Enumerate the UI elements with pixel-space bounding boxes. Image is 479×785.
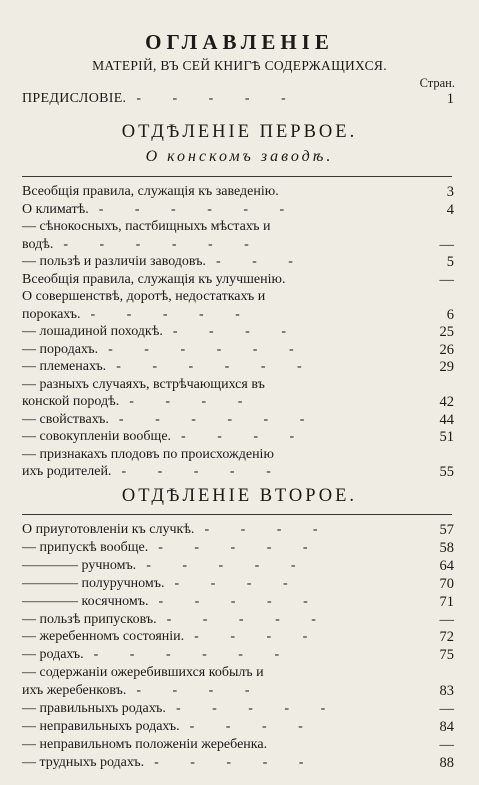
leader-dots: - - - - - — [158, 593, 322, 609]
leader-dots: - - - - — [172, 324, 300, 339]
toc-entry — [22, 753, 454, 773]
entry-text: О совершенствѣ, доротѣ, недостаткахъ и — [22, 289, 266, 304]
page-title: ОГЛАВЛЕНІЕ — [145, 30, 334, 54]
entry-text: — сѣнокосныхъ, пастбищныхъ мѣстахъ и — [22, 219, 271, 234]
leader-dots: - - - - — [189, 718, 317, 734]
leader-dots: - - - - - - — [98, 201, 299, 217]
entry-text: Всеобщія правила, служащія къ заведенію. — [22, 184, 279, 199]
entry-text: — совокупленіи вообще. — [22, 429, 172, 444]
entry-page: 4 — [446, 201, 454, 218]
entry-text: — лошадиной походкѣ. — [22, 324, 163, 339]
leader-dots: - - - - — [194, 629, 322, 645]
leader-dots: - - - - — [174, 575, 302, 591]
entry-text: водѣ. — [22, 236, 54, 252]
entry-text: — припускѣ вообще. — [22, 539, 149, 555]
page-subtitle: МАТЕРІЙ, ВЪ СЕЙ КНИГѢ СОДЕРЖАЩИХСЯ. — [92, 58, 387, 73]
entry-text: — родахъ. — [22, 647, 84, 663]
page-column-label: Стран. — [419, 76, 455, 90]
entry-page: 58 — [439, 539, 454, 556]
section2-rule — [22, 514, 452, 515]
leader-dots: - - - - - - — [93, 647, 294, 663]
entry-page: 5 — [446, 254, 454, 270]
entry-text: порокахъ. — [22, 306, 81, 322]
leader-dots: - - - - - - — [116, 359, 316, 374]
entry-text: О приуготовленіи къ случкѣ. — [22, 522, 195, 537]
entry-page: 75 — [439, 647, 454, 664]
entry-page: 88 — [439, 754, 454, 771]
leader-dots: - - - - - — [158, 539, 322, 555]
entry-page: 71 — [439, 593, 454, 610]
entry-page: — — [439, 236, 454, 253]
leader-dots: - - - - - — [146, 557, 310, 573]
leader-dots: - - - - - - — [63, 236, 263, 252]
entry-page: 3 — [446, 184, 454, 200]
entry-text: — признакахъ плодовъ по происхожденію — [22, 446, 274, 462]
entry-page: 64 — [439, 557, 454, 574]
entry-text: — неправильныхъ родахъ. — [22, 718, 180, 734]
entry-text: — неправильномъ положеніи жеребенка. — [22, 736, 268, 752]
entry-page: 55 — [439, 464, 454, 480]
entry-page: 29 — [439, 359, 454, 375]
entry-page: 57 — [439, 522, 454, 538]
leader-dots: - - - - - — [166, 611, 330, 627]
entry-page: 25 — [439, 324, 454, 340]
leader-dots: - - - - - — [175, 701, 340, 716]
entry-page: — — [439, 271, 454, 288]
entry-page: 44 — [439, 411, 454, 428]
entry-text: ———— полуручномъ. — [22, 575, 165, 591]
entry-text: — пользѣ и различіи заводовъ. — [22, 254, 206, 269]
leader-dots: - - - - — [181, 429, 309, 444]
entry-text: — содержаніи ожеребившихся кобылъ и — [22, 665, 264, 681]
entry-text: — правильныхъ родахъ. — [22, 701, 166, 716]
entry-page: 6 — [446, 306, 454, 323]
section1-title: ОТДѢЛЕНІЕ ПЕРВОЕ. — [121, 122, 358, 142]
leader-dots: - - - - — [204, 522, 332, 537]
leader-dots: - - - - - — [121, 464, 285, 479]
leader-dots: - - - — [215, 254, 307, 269]
entry-text: О климатѣ. — [22, 201, 89, 217]
entry-page: — — [439, 611, 454, 628]
leader-dots: - - - - — [129, 394, 257, 409]
entry-page: — — [439, 701, 454, 717]
entry-text: ———— косячномъ. — [22, 593, 149, 609]
entry-text: — свойствахъ. — [22, 411, 109, 427]
entry-text: ихъ жеребенковъ. — [22, 683, 127, 699]
section1-rule — [22, 176, 452, 177]
leader-dots: - - - - - — [90, 306, 254, 322]
entry-page: 72 — [439, 629, 454, 646]
entry-page: — — [439, 736, 454, 753]
preface-row — [22, 89, 454, 109]
preface-page: 1 — [446, 91, 454, 107]
entry-page: 70 — [439, 575, 454, 592]
entry-page: 51 — [439, 429, 454, 445]
entry-page: 83 — [439, 683, 454, 700]
leader-dots: - - - - - - — [118, 411, 319, 427]
entry-text: — трудныхъ родахъ. — [22, 754, 145, 770]
entry-text: конской породѣ. — [22, 394, 120, 409]
entry-text: — породахъ. — [22, 341, 99, 357]
entry-text: ———— ручномъ. — [22, 557, 137, 573]
entry-page: 84 — [439, 718, 454, 735]
preface-label: ПРЕДИСЛОВІЕ. — [22, 91, 127, 106]
leader-dots: - - - - — [136, 683, 264, 699]
toc-entry — [22, 462, 454, 482]
entry-text: — разныхъ случаяхъ, встрѣчающихся въ — [22, 376, 265, 392]
entry-page: 26 — [439, 341, 454, 358]
entry-page: 42 — [439, 394, 454, 410]
entry-text: — жеребенномъ состояніи. — [22, 629, 185, 645]
leader-dots: - - - - - - — [108, 341, 308, 357]
entry-text: — пользѣ припусковъ. — [22, 611, 157, 627]
entry-text: Всеобщія правила, служащія къ улучшенію. — [22, 271, 286, 287]
section2-title: ОТДѢЛЕНІЕ ВТОРОЕ. — [121, 486, 358, 506]
entry-text: — племенахъ. — [22, 359, 107, 374]
leader-dots: - - - - - — [154, 754, 318, 770]
leader-dots: - - - - - — [136, 91, 300, 106]
section1-subtitle: О конскомъ заводѣ. — [145, 148, 334, 165]
entry-text: ихъ родителей. — [22, 464, 112, 479]
